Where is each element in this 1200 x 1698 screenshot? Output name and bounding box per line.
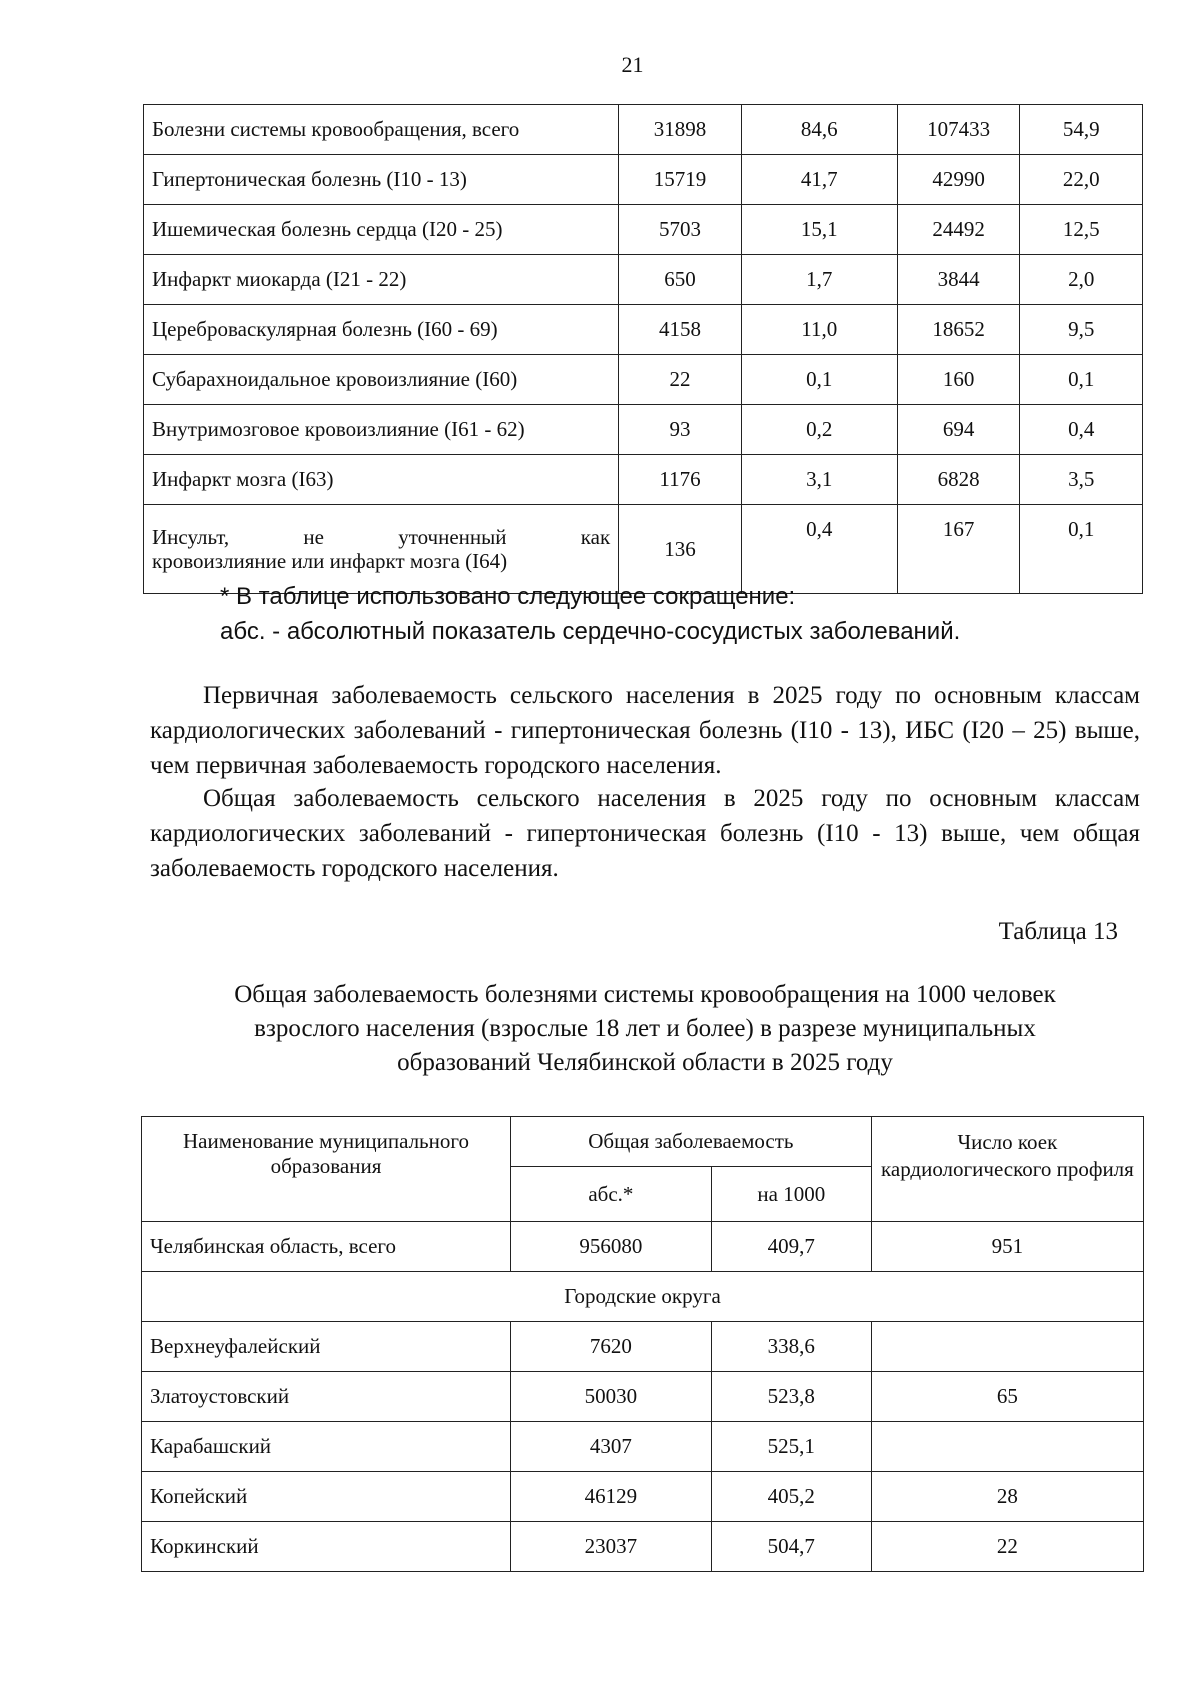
cell-beds: 65 [871,1372,1143,1422]
cell-value-2: 0,1 [741,355,897,405]
cell-name: Коркинский [142,1522,511,1572]
cell-per-1000: 525,1 [711,1422,871,1472]
cell-value-4: 22,0 [1020,155,1143,205]
cell-name-line-2: кровоизлияние или инфаркт мозга (I64) [152,549,508,573]
cell-value-1: 1176 [619,455,742,505]
cell-value-3: 107433 [897,105,1020,155]
cell-value-3: 694 [897,405,1020,455]
cell-name: Челябинская область, всего [142,1222,511,1272]
cell-beds: 951 [871,1222,1143,1272]
header-per-1000: на 1000 [711,1167,871,1222]
cell-value-4: 12,5 [1020,205,1143,255]
header-general-morbidity: Общая заболеваемость [510,1117,871,1167]
cell-beds: 22 [871,1522,1143,1572]
cell-name: Болезни системы кровообращения, всего [144,105,619,155]
cell-value-3: 6828 [897,455,1020,505]
table-label: Таблица 13 [998,918,1118,945]
header-name-column: Наименование муниципального образования [142,1117,511,1222]
paragraph-primary: Первичная заболеваемость сельского населения в 2025 году по основным классам кардиологических заболеваний - гипертоническая болезнь (I10 - 13), ИБС (I20 – 25) выше, чем первичная заболеваемость городского населения. [150,682,1140,779]
cell-name: Ишемическая болезнь сердца (I20 - 25) [144,205,619,255]
cell-value-4: 54,9 [1020,105,1143,155]
cell-name-line-1: Инсульт, не уточненный как [152,524,611,549]
cell-value-2: 3,1 [741,455,897,505]
cell-name: Гипертоническая болезнь (I10 - 13) [144,155,619,205]
table-row [144,355,1143,405]
cell-name: Инфаркт мозга (I63) [144,455,619,505]
cell-value-4: 0,1 [1020,505,1143,594]
section-label: Городские округа [142,1272,1144,1322]
cell-value-4: 0,1 [1020,355,1143,405]
table-row [144,305,1143,355]
cell-per-1000: 338,6 [711,1322,871,1372]
footnote-line-2: абс. - абсолютный показатель сердечно-сосудистых заболеваний. [220,618,961,645]
cell-value-2: 15,1 [741,205,897,255]
cell-value-3: 24492 [897,205,1020,255]
cell-value-1: 93 [619,405,742,455]
header-abs: абс.* [510,1167,711,1222]
cell-name: Субарахноидальное кровоизлияние (I60) [144,355,619,405]
cell-name: Верхнеуфалейский [142,1322,511,1372]
table-row [144,455,1143,505]
cell-value-3: 3844 [897,255,1020,305]
cell-per-1000: 504,7 [711,1522,871,1572]
cell-abs: 46129 [510,1472,711,1522]
paragraph-general: Общая заболеваемость сельского населения в 2025 году по основным классам кардиологических заболеваний - гипертоническая болезнь (I10 - 13) выше, чем общая заболеваемость городского населения. [150,785,1140,882]
table-row [142,1322,1144,1372]
municipal-table [141,1116,1144,1572]
cell-value-3: 167 [897,505,1020,594]
cell-abs: 23037 [510,1522,711,1572]
table-title: Общая заболеваемость болезнями системы кровообращения на 1000 человек взрослого населения (взрослые 18 лет и более) в разрезе муниципальных образований Челябинской области в 2025 году [234,981,1056,1076]
table-row [144,505,1143,594]
cell-abs: 956080 [510,1222,711,1272]
cell-per-1000: 409,7 [711,1222,871,1272]
table-row [142,1372,1144,1422]
cell-value-4: 9,5 [1020,305,1143,355]
cell-name: Карабашский [142,1422,511,1472]
cell-value-2: 11,0 [741,305,897,355]
cell-abs: 50030 [510,1372,711,1422]
header-beds: Число коек кардиологического профиля [871,1117,1143,1222]
table-row [142,1472,1144,1522]
cell-name: Цереброваскулярная болезнь (I60 - 69) [144,305,619,355]
table-row [144,105,1143,155]
table-row [142,1522,1144,1572]
table-row [142,1422,1144,1472]
table-row [144,405,1143,455]
cell-value-2: 84,6 [741,105,897,155]
cell-value-2: 41,7 [741,155,897,205]
cell-value-2: 0,4 [741,505,897,594]
section-row [142,1272,1144,1322]
cell-abs: 4307 [510,1422,711,1472]
cell-value-2: 0,2 [741,405,897,455]
table-row [144,155,1143,205]
cell-value-1: 4158 [619,305,742,355]
cell-value-1: 136 [619,505,742,594]
page-number: 21 [621,52,644,77]
cardio-table-continued [143,104,1143,594]
cell-value-1: 5703 [619,205,742,255]
cell-name [144,505,619,594]
cell-beds [871,1422,1143,1472]
cell-beds: 28 [871,1472,1143,1522]
cell-value-1: 31898 [619,105,742,155]
cell-per-1000: 523,8 [711,1372,871,1422]
table-row-total [142,1222,1144,1272]
cell-value-4: 3,5 [1020,455,1143,505]
cell-name: Инфаркт миокарда (I21 - 22) [144,255,619,305]
cell-value-1: 15719 [619,155,742,205]
cell-name: Копейский [142,1472,511,1522]
table-row [144,205,1143,255]
cell-value-4: 2,0 [1020,255,1143,305]
cell-beds [871,1322,1143,1372]
cell-value-3: 42990 [897,155,1020,205]
cell-value-3: 18652 [897,305,1020,355]
cell-value-1: 650 [619,255,742,305]
cell-value-4: 0,4 [1020,405,1143,455]
cell-name: Внутримозговое кровоизлияние (I61 - 62) [144,405,619,455]
cell-value-1: 22 [619,355,742,405]
cell-per-1000: 405,2 [711,1472,871,1522]
cell-name: Златоустовский [142,1372,511,1422]
cell-abs: 7620 [510,1322,711,1372]
footnote-line-1: * В таблице использовано следующее сокращение: [220,583,796,610]
cell-value-3: 160 [897,355,1020,405]
cell-value-2: 1,7 [741,255,897,305]
table-row [144,255,1143,305]
